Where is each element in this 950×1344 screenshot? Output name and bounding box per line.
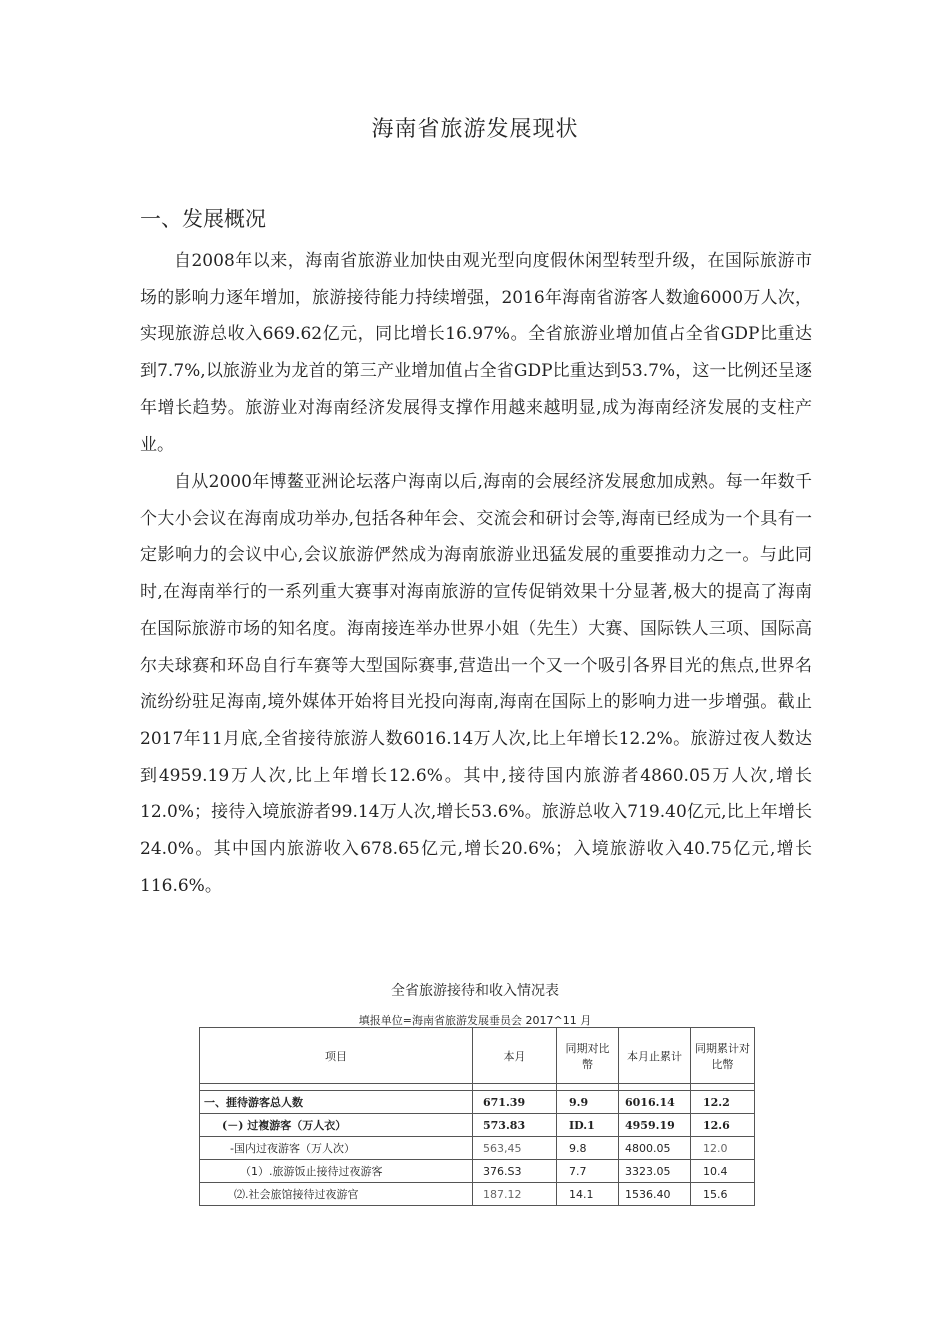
document-title: 海南省旅游发展现状 (371, 117, 579, 142)
header-item: 项目 (200, 1028, 473, 1084)
cell-month-rate: 9.9 (557, 1091, 619, 1114)
cell-item: -国内过夜游客（万人次） (200, 1137, 473, 1160)
cell-cumulative: 1536.40 (619, 1183, 691, 1206)
cell-cumulative-rate: 12.6 (691, 1114, 755, 1137)
table-row (200, 1137, 755, 1160)
cell-month: 563,45 (473, 1137, 557, 1160)
cell-cumulative: 4800.05 (619, 1137, 691, 1160)
cell-month-rate: ID.1 (557, 1114, 619, 1137)
table-row (200, 1114, 755, 1137)
table-subtitle: 填报单位=海南省旅游发展垂员会 2017^11 月 (358, 1014, 592, 1027)
cell-cumulative-rate: 12.2 (691, 1091, 755, 1114)
table-row (200, 1183, 755, 1206)
section-heading: 一、发展概况 (140, 207, 266, 231)
cell-month: 376.S3 (473, 1160, 557, 1183)
cell-item: (－) 过複游客（万人衣） (200, 1114, 473, 1137)
paragraph-2: 自从2000年博鳌亚洲论坛落户海南以后,海南的会展经济发展愈加成熟。每一年数千个大小会议在海南成功举办,包括各种年会、交流会和研讨会等,海南已经成为一个具有一定影响力的会议中心,会议旅游俨然成为海南旅游业迅猛发展的重要推动力之一。与此同时,在海南举行的一系列重大赛事对海南旅游的宣传促销效果十分显著,极大的提高了海南在国际旅游市场的知名度。海南接连举办世界小姐（先生）大赛、国际铁人三项、国际高尔夫球赛和环岛自行车赛等大型国际赛事,营造出一个又一个吸引各界目光的焦点,世界名流纷纷驻足海南,境外媒体开始将目光投向海南,海南在国际上的影响力进一步增强。截止2017年11月底,全省接待旅游人数6016.14万人次,比上年增长12.2%。旅游过夜人数达到4959.19万人次,比上年增长12.6%。其中,接待国内旅游者4860.05万人次,增长12.0%；接待入境旅游者99.14万人次,增长53.6%。旅游总收入719.40亿元,比上年增长24.0%。其中国内旅游收入678.65亿元,增长20.6%；入境旅游收入40.75亿元,增长116.6%。 (140, 472, 812, 896)
paragraph-1: 自2008年以来，海南省旅游业加快由观光型向度假休闲型转型升级，在国际旅游市场的影响力逐年增加，旅游接待能力持续增强，2016年海南省游客人数逾6000万人次，实现旅游总收入669.62亿元，同比增长16.97%。全省旅游业增加值占全省GDP比重达到7.7%,以旅游业为龙首的第三产业增加值占全省GDP比重达到53.7%，这一比例还呈逐年增长趋势。旅游业对海南经济发展得支撑作用越来越明显,成为海南经济发展的支柱产业。 (140, 251, 812, 455)
header-month: 本月 (473, 1028, 557, 1084)
cell-cumulative-rate: 12.0 (691, 1137, 755, 1160)
cell-cumulative: 3323.05 (619, 1160, 691, 1183)
cell-item: （1）.旅游饭止接待过夜游客 (200, 1160, 473, 1183)
cell-month: 187.12 (473, 1183, 557, 1206)
cell-month: 573.83 (473, 1114, 557, 1137)
table-header-row (200, 1028, 755, 1084)
cell-cumulative: 6016.14 (619, 1091, 691, 1114)
cell-month: 671.39 (473, 1091, 557, 1114)
cell-cumulative-rate: 10.4 (691, 1160, 755, 1183)
cell-month-rate: 9.8 (557, 1137, 619, 1160)
table-row (200, 1091, 755, 1114)
table-spacer (200, 1084, 755, 1091)
table-title: 全省旅游接待和收入情况表 (391, 983, 559, 999)
cell-item: 一、捱待游客总人数 (200, 1091, 473, 1114)
header-month-rate: 同期对比幣 (557, 1028, 619, 1084)
cell-cumulative-rate: 15.6 (691, 1183, 755, 1206)
cell-month-rate: 14.1 (557, 1183, 619, 1206)
cell-cumulative: 4959.19 (619, 1114, 691, 1137)
header-cumulative-rate: 同期累计对比幣 (691, 1028, 755, 1084)
table-row (200, 1160, 755, 1183)
cell-item: ⑵.社会旅馆接待过夜游官 (200, 1183, 473, 1206)
header-cumulative: 本月止累计 (619, 1028, 691, 1084)
cell-month-rate: 7.7 (557, 1160, 619, 1183)
tourism-stats-table (199, 1027, 755, 1206)
